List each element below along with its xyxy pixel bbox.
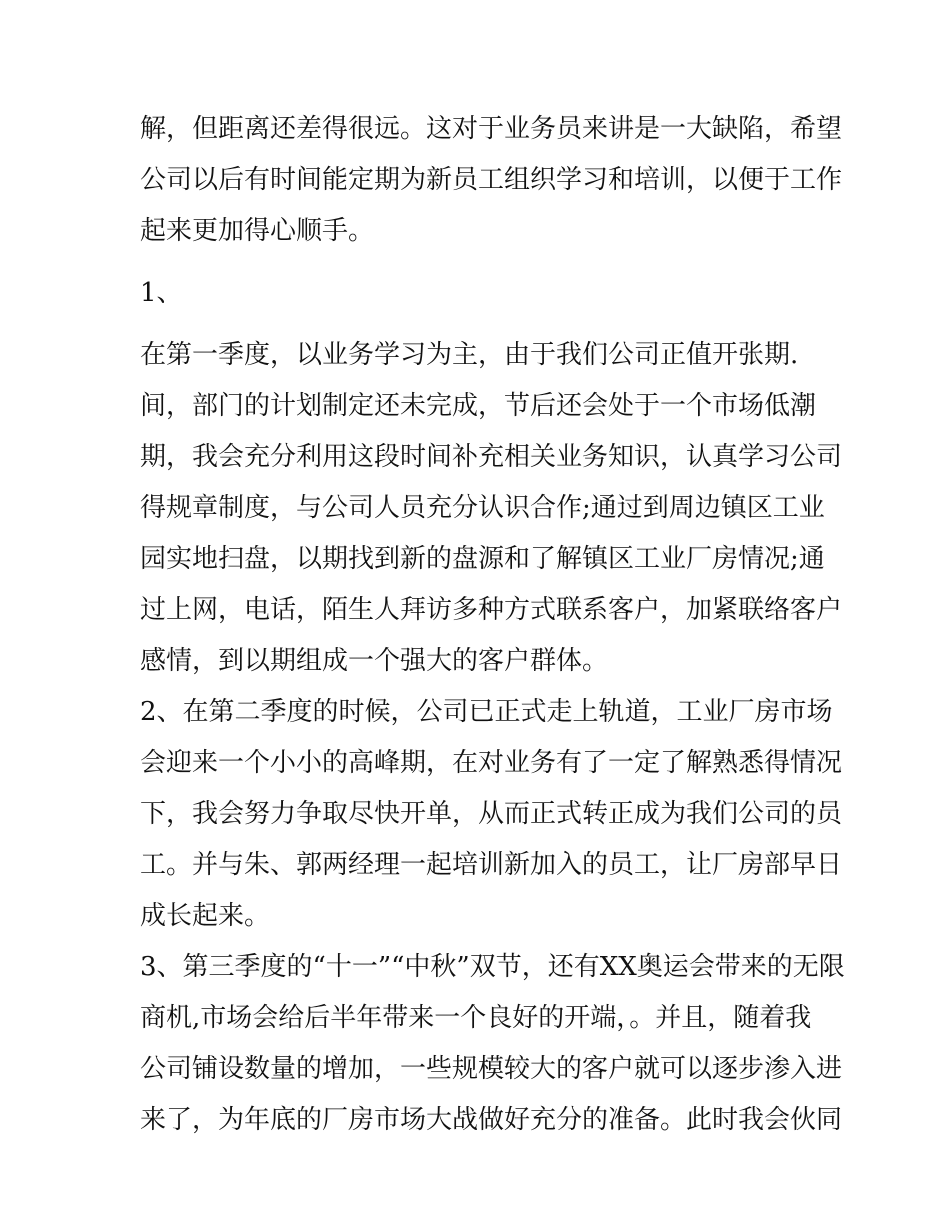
text-line-20: 来了，为年底的厂房市场大战做好充分的准备。此时我会伙同 [140,1105,843,1135]
text-line-6: 间，部门的计划制定还未完成，节后还会处于一个市场低潮 [140,391,817,421]
text-line-3: 起来更加得心顺手。 [140,216,375,246]
text-line-2: 公司以后有时间能定期为新员工组织学习和培训，以便于工作 [140,165,843,195]
text-line-19: 公司铺设数量的增加，一些规模较大的客户就可以逐步渗入进 [140,1054,843,1084]
text-line-18: 商机,市场会给后半年带来一个良好的开端，。并且，随着我 [140,1003,812,1033]
text-line-1: 解，但距离还差得很远。这对于业务员来讲是一大缺陷，希望 [140,114,843,144]
text-line-14: 下，我会努力争取尽快开单，从而正式转正成为我们公司的员 [140,799,843,829]
text-line-13: 会迎来一个小小的高峰期，在对业务有了一定了解熟悉得情况 [140,748,843,778]
text-line-16: 成长起来。 [140,901,271,931]
body-text [140,104,845,1146]
text-line-4: 1、 [140,278,183,308]
text-line-7: 期，我会充分利用这段时间补充相关业务知识，认真学习公司 [140,442,843,472]
text-line-12: 2、在第二季度的时候，公司已正式走上轨道，工业厂房市场 [140,697,833,727]
text-line-17: 3、第三季度的“十一”“中秋”双节，还有XX奥运会带来的无限 [140,952,845,982]
text-line-5: 在第一季度，以业务学习为主，由于我们公司正值开张期. [140,340,799,370]
text-line-8: 得规章制度，与公司人员充分认识合作;通过到周边镇区工业 [140,493,825,523]
text-line-11: 感情，到以期组成一个强大的客户群体。 [140,646,609,676]
text-line-15: 工。并与朱、郭两经理一起培训新加入的员工，让厂房部早日 [140,850,843,880]
text-line-10: 过上网，电话，陌生人拜访多种方式联系客户，加紧联络客户 [140,595,843,625]
text-line-9: 园实地扫盘，以期找到新的盘源和了解镇区工业厂房情况;通 [140,544,825,574]
